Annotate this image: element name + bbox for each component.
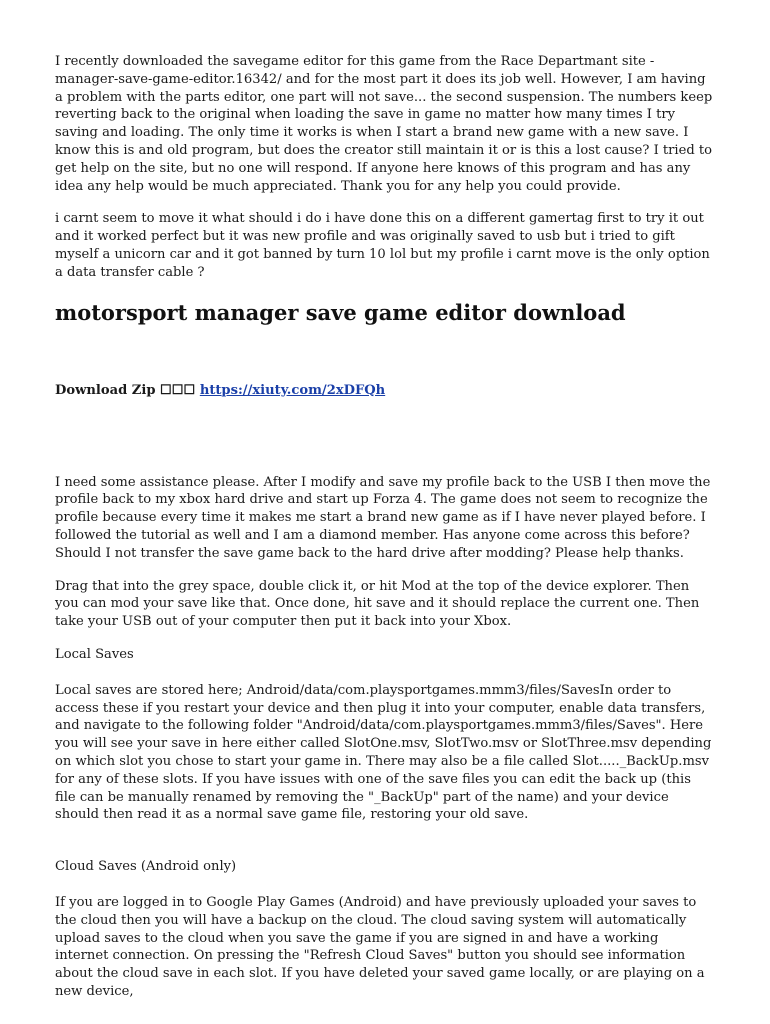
local-saves-paragraph: Local saves are stored here; Android/data/com.playsportgames.mmm3/files/SavesIn order to access these if you restart your device and then plug it into your computer, enable data transfers, and navigate to the following folder "Android/data/com.playsportgames.mmm3/files/Saves". Here you will see your save in here either called SlotOne.msv, SlotTwo.msv or SlotThree.msv depending on which slot you chose to start your game in. There may also be a file called Slot....._BackUp.msv for any of these slots. If you have issues with one of the save files you can edit the back up (this file can be manually renamed by removing the "_BackUp" part of the name) and your device should then read it as a normal save game file, restoring your old save. [55, 682, 712, 823]
local-saves-heading: Local Saves [55, 646, 134, 662]
page-title: motorsport manager save game editor download [55, 299, 626, 325]
download-link[interactable]: https://xiuty.com/2xDFQh [199, 382, 386, 398]
cloud-saves-heading: Cloud Saves (Android only) [55, 859, 237, 875]
drag-paragraph: Drag that into the grey space, double click it, or hit Mod at the top of the device explorer. Then you can mod your save like that. Once done, hit save and it should replace the current one. Then take your USB out of your computer then put it back into your Xbox. [55, 578, 700, 630]
assist-paragraph: I need some assistance please. After I modify and save my profile back to the USB I then move the profile back to my xbox hard drive and start up Forza 4. The game does not seem to recognize the profile because every time it makes me start a brand new game as if I have never played before. I followed the tutorial as well and I am a diamond member. Has anyone come across this before? Should I not transfer the save game back to the hard drive after modding? Please help thanks. [55, 474, 711, 561]
intro-paragraph-1: I recently downloaded the savegame editor for this game from the Race Departmant site -manager-save-game-editor.16342/ and for the most part it does its job well. However, I am having a problem with the parts editor, one part will not save... the second suspension. The numbers keep reverting back to the original when loading the save in game no matter how many times I try saving and loading. The only time it works is when I start a brand new game with a new save. I know this is and old program, but does the creator still maintain it or is this a lost cause? I tried to get help on the site, but no one will respond. If anyone here knows of this program and has any idea any help would be much appreciated. Thank you for any help you could provide. [55, 54, 713, 194]
intro-paragraph-2: i carnt seem to move it what should i do i have done this on a different gamertag first to try it out and it worked perfect but it was new profile and was originally saved to usb but i tried to gift myself a unicorn car and it got banned by turn 10 lol but my profile i carnt move is the only option a data transfer cable ? [55, 211, 710, 280]
cloud-saves-paragraph: If you are logged in to Google Play Games (Android) and have previously uploaded your saves to the cloud then you will have a backup on the cloud. The cloud saving system will automatically upload saves to the cloud when you save the game if you are signed in and have a working internet connection. On pressing the "Refresh Cloud Saves" button you should see information about the cloud save in each slot. If you have deleted your saved game locally, or are playing on a new device, [55, 894, 705, 999]
download-label: Download Zip ☐☐☐ [55, 382, 200, 398]
download-line [55, 382, 715, 400]
document-page [55, 53, 715, 1001]
